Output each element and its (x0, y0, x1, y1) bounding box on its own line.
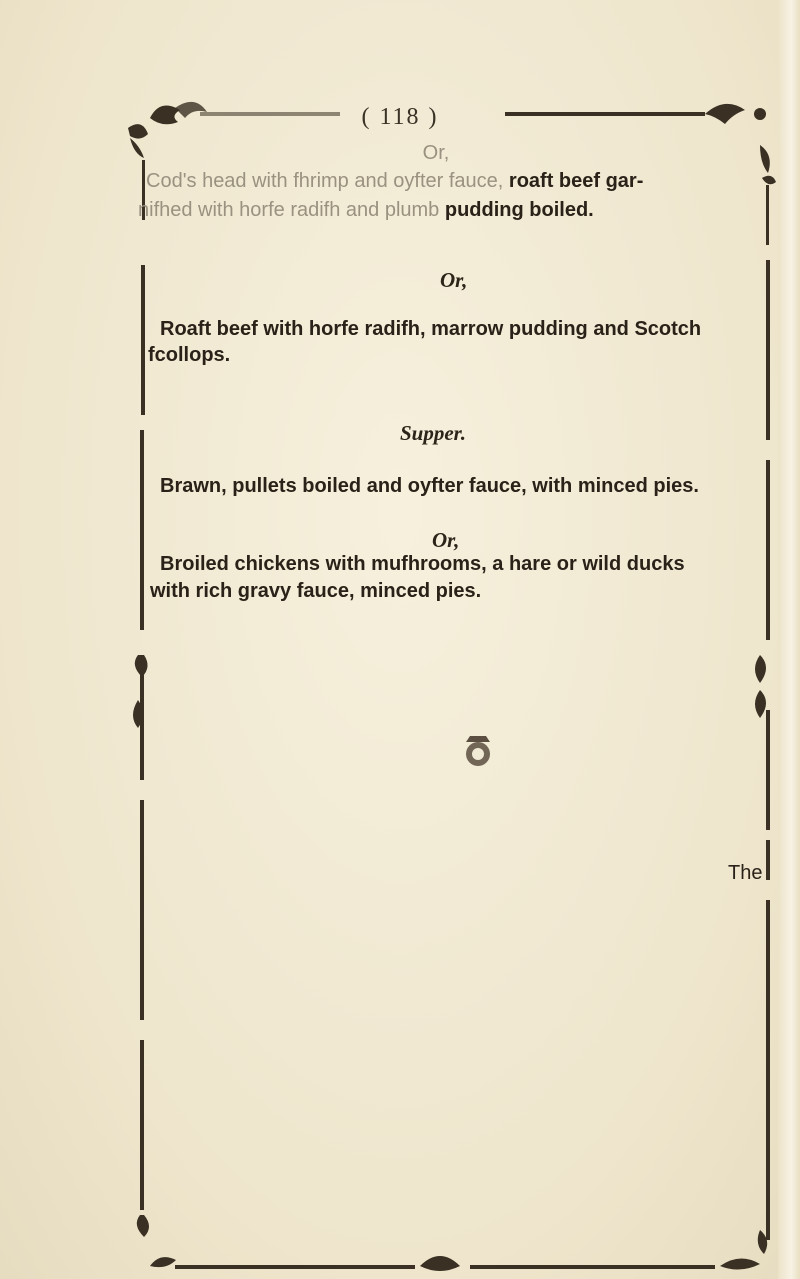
right-ornament-column (755, 145, 776, 1254)
text-line: fcollops. (148, 344, 231, 366)
text-line: pudding boiled. (444, 199, 594, 221)
text-line: Brawn, pullets boiled and oyfter fauce, with minced pies. (160, 475, 699, 497)
text-line: Broiled chickens with mufhrooms, a hare or wild ducks (160, 553, 685, 575)
text-line: Roaft beef with horfe radifh, marrow pudding and Scotch (160, 318, 702, 340)
supper-heading-wrap (400, 421, 520, 446)
or-connector: Or, (422, 142, 450, 164)
or-connector-3-wrap (432, 528, 512, 553)
or-connector-2-wrap (440, 268, 520, 293)
bottom-ornament-rule (150, 1256, 760, 1271)
entry-line-7 (150, 580, 760, 603)
page-number: ( 118 ) (361, 104, 439, 130)
or-connector: Or, (432, 528, 460, 552)
or-connector: Or, (440, 268, 468, 292)
entry-line-3 (160, 318, 770, 341)
text-line: roaft beef gar- (508, 170, 644, 192)
center-ornament (466, 736, 490, 766)
text-line: with rich gravy fauce, minced pies. (150, 580, 482, 602)
catchword: The (728, 862, 763, 884)
entry-line-4 (148, 344, 758, 367)
entry-line-5 (160, 475, 770, 498)
entry-line-1 (146, 170, 756, 193)
text-line: nifhed with horfe radifh and plumb (138, 199, 440, 221)
entry-line-6 (160, 553, 770, 576)
text-line: Cod's head with fhrimp and oyfter fauce, (146, 170, 504, 192)
section-heading: Supper. (400, 421, 466, 445)
left-ornament-column (128, 124, 149, 1237)
entry-line-2 (138, 199, 748, 222)
menu-entries (146, 142, 756, 165)
